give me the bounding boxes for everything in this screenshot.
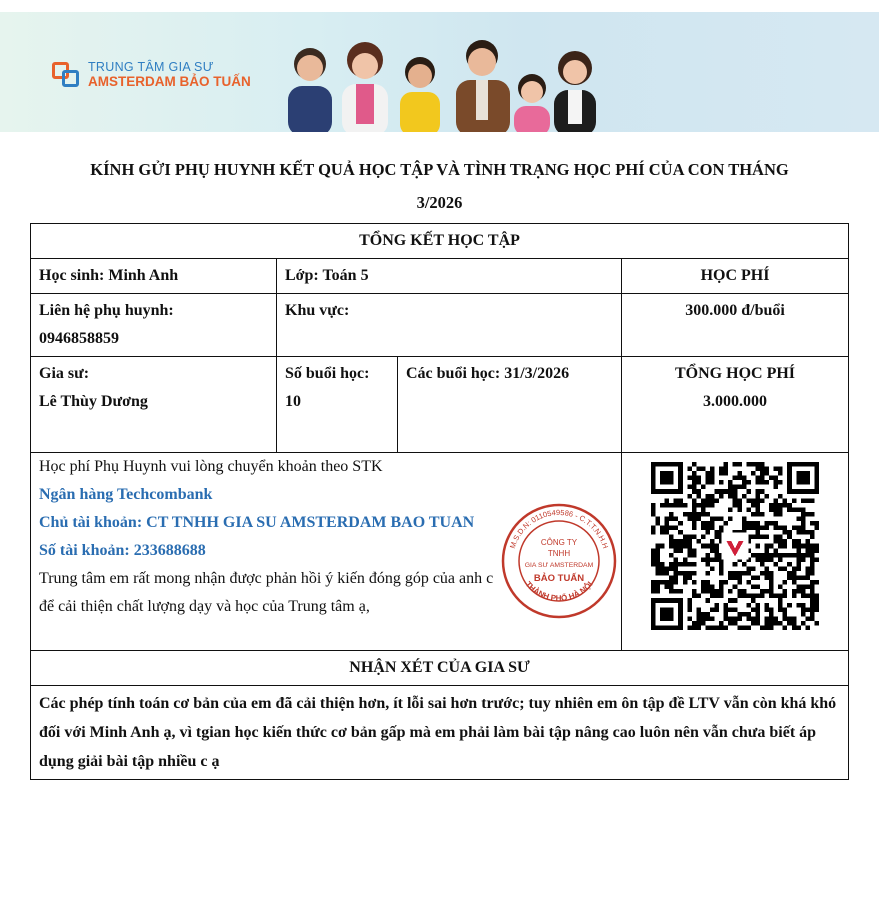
parent-contact [31, 294, 277, 357]
payment-instruction: Học phí Phụ Huynh vui lòng chuyển khoản theo STK [39, 458, 383, 475]
report-table [30, 223, 849, 780]
stamp-line4: BẢO TUẤN [533, 573, 585, 584]
account-holder: Chủ tài khoản: CT TNHH GIA SU AMSTERDAM BAO TUAN [39, 514, 475, 531]
class-name: Lớp: Toán 5 [277, 259, 622, 294]
comment-heading: NHẬN XÉT CỦA GIA SƯ [31, 651, 849, 686]
logo-line1: TRUNG TÂM GIA SƯ [88, 60, 214, 74]
page-title: KÍNH GỬI PHỤ HUYNH KẾT QUẢ HỌC TẬP VÀ TÌNH TRẠNG HỌC PHÍ CỦA CON THÁNG [90, 160, 789, 179]
feedback-line1: Trung tâm em rất mong nhận được phản hồi ý kiến đóng góp của anh c [39, 570, 494, 587]
stamp-ring-text: M.S.D.N: 0110549586 - C.T.T.N.H.H [507, 507, 611, 550]
parent-contact-value: 0946858859 [39, 330, 119, 347]
header-banner [0, 12, 879, 132]
qr-code[interactable] [651, 460, 819, 632]
tutor-cell [31, 357, 277, 453]
total-fee-label: TỔNG HỌC PHÍ [675, 365, 796, 382]
total-fee-cell [622, 357, 849, 453]
summary-heading: TỔNG KẾT HỌC TẬP [31, 224, 849, 259]
area-label: Khu vực: [277, 294, 622, 357]
qr-cell [622, 453, 849, 651]
logo-icon [52, 62, 82, 88]
bank-name: Ngân hàng Techcombank [39, 486, 213, 503]
stamp-line1: CÔNG TY [540, 538, 578, 547]
stamp-line2: TNHH [547, 549, 571, 558]
account-number: Số tài khoản: 233688688 [39, 542, 206, 559]
company-stamp [499, 501, 619, 631]
center-logo [52, 60, 251, 90]
page-title-month: 3/2026 [416, 193, 463, 212]
tutor-comment: Các phép tính toán cơ bản của em đã cải thiện hơn, ít lỗi sai hơn trước; tuy nhiên em ôn tập đề LTV vẫn còn khá khó đối với Minh Anh ạ, vì tgian học kiến thức cơ bản gấp mà em phải làm bài tập nâng cao luôn nên vẫn chưa biết áp dụng giải bài tập nhiều c ạ [31, 686, 849, 780]
tutor-name: Lê Thùy Dương [39, 393, 148, 410]
stamp-line3: GIA SƯ AMSTERDAM [524, 562, 594, 569]
total-fee-value: 3.000.000 [703, 393, 768, 410]
feedback-line2: để cải thiện chất lượng dạy và học của Trung tâm ạ, [39, 598, 370, 615]
sessions-count-label: Số buổi học: [285, 365, 370, 382]
tutor-label: Gia sư: [39, 365, 90, 382]
stamp-bottom-text: THÀNH PHỐ HÀ NỘI [523, 579, 595, 603]
logo-line2: AMSTERDAM BẢO TUẤN [88, 74, 251, 90]
sessions-dates: Các buổi học: 31/3/2026 [398, 357, 622, 453]
people-photo [270, 12, 610, 132]
sessions-count-value: 10 [285, 393, 301, 410]
parent-contact-label: Liên hệ phụ huynh: [39, 302, 174, 319]
sessions-count-cell [277, 357, 398, 453]
fee-heading: HỌC PHÍ [622, 259, 849, 294]
payment-cell [31, 453, 622, 651]
fee-value: 300.000 đ/buổi [622, 294, 849, 357]
student-name: Học sinh: Minh Anh [31, 259, 277, 294]
